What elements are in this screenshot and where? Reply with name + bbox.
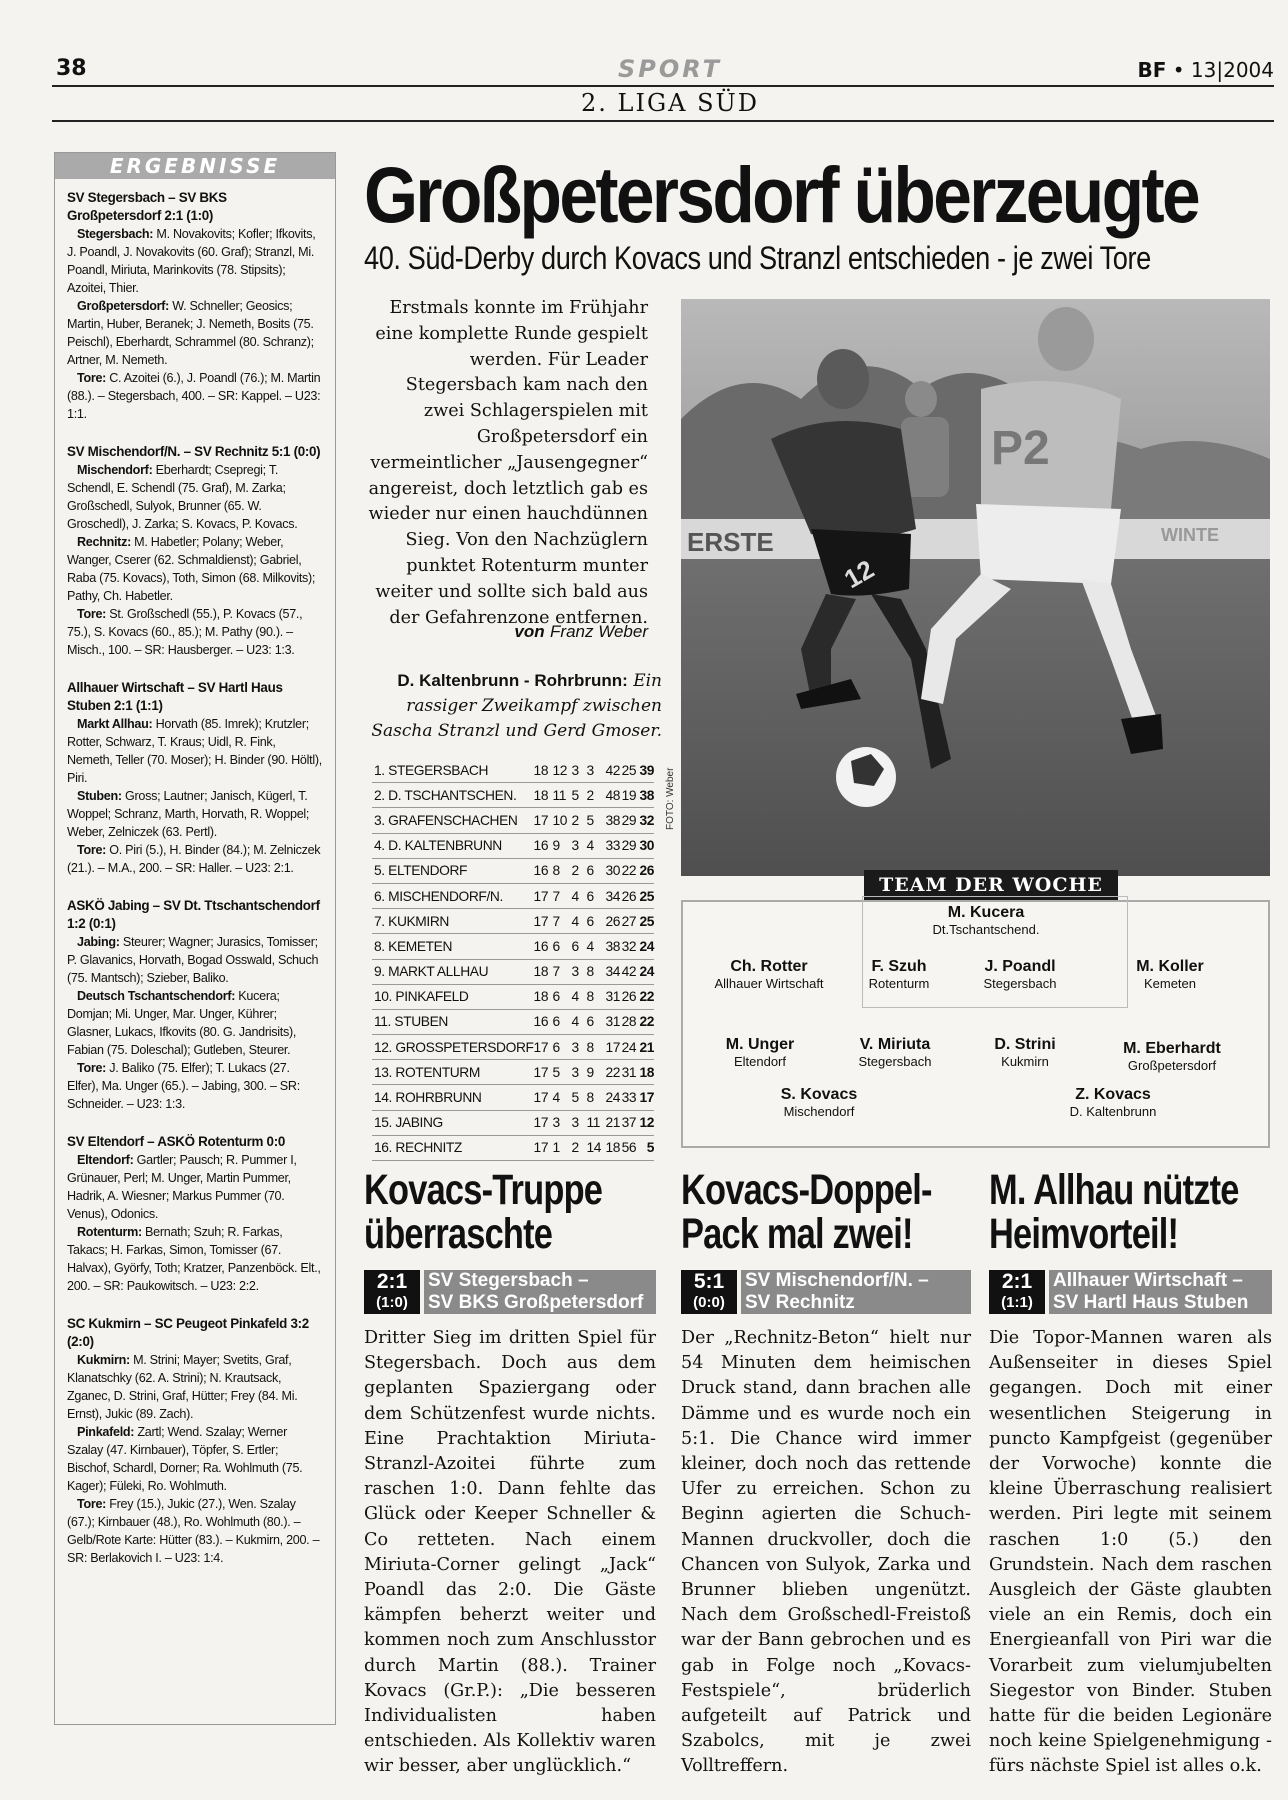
lineup-label: Rechnitz: — [77, 535, 131, 549]
table-stat: 10 — [553, 808, 572, 833]
half-time-score: (1:1) — [1001, 1294, 1033, 1311]
jersey-p2: P2 — [991, 422, 1050, 475]
lineup-label: Großpetersdorf: — [77, 299, 170, 313]
table-stat: 4 — [571, 1009, 586, 1034]
table-stat: 18 — [534, 783, 553, 808]
result-lineup: Stegersbach: M. Novakovits; Kofler; Ifkovits, J. Poandl, J. Novakovits (60. Graf); Stranzl, Mi. Poandl, Miriuta, Marinkovits (78. Stipsits); Azoitei, Thier. — [67, 227, 316, 295]
table-stat: 29 — [622, 808, 638, 833]
table-stat: 8 — [587, 1085, 606, 1110]
player-club: Großpetersdorf — [1127, 1058, 1217, 1073]
table-stat: 6 — [571, 934, 586, 959]
table-points: 12 — [638, 1110, 654, 1135]
section-title: SPORT — [617, 55, 723, 83]
table-team: 3. GRAFENSCHACHEN — [372, 808, 534, 833]
table-points: 22 — [638, 984, 654, 1009]
table-stat: 3 — [571, 758, 586, 783]
lineup-label: Tore: — [77, 1061, 107, 1075]
player-club: Kukmirn — [1001, 1054, 1049, 1069]
table-stat: 4 — [587, 833, 606, 858]
player-club: Eltendorf — [733, 1054, 787, 1069]
result-lineup: Pinkafeld: Zartl; Wend. Szalay; Werner Szalay (47. Kirnbauer), Töpfer, S. Ertler; Bischof, Schardl, Dorner; Ra. Wohlmuth (75. Kager); Füleki, Ro. Wohlmuth. — [67, 1425, 303, 1493]
intro-text: Erstmals konnte im Frühjahr eine komplette Runde gespielt werden. Für Leader Stegersbach kam nach den zwei Schlagerspielen mit Großpetersdorf ein vermeintlicher „Jausengegner“ angereist, doch letztlich gab es wieder nur einen hauchdünnen Sieg. Von den Nachzüglern punktet Rotenturm munter weiter und sollte sich bald aus der Gefahrenzone entfernen. — [368, 298, 648, 628]
article-title-line: Kovacs-Truppe — [364, 1166, 603, 1214]
issue-label: BF • 13|2004 — [1137, 58, 1274, 82]
table-stat: 3 — [571, 833, 586, 858]
team-player — [1092, 1040, 1252, 1073]
table-row — [372, 783, 654, 808]
table-stat: 17 — [534, 1035, 553, 1060]
table-row — [372, 959, 654, 984]
player-name: Ch. Rotter — [730, 958, 808, 975]
table-points: 25 — [638, 883, 654, 908]
photo-credit: FOTO: Weber — [665, 767, 676, 830]
player-club: Stegersbach — [983, 976, 1057, 991]
header-rule — [52, 85, 1274, 87]
table-stat: 3 — [571, 1035, 586, 1060]
table-row — [372, 1035, 654, 1060]
table-stat: 32 — [622, 934, 638, 959]
result-lineup: Tore: C. Azoitei (6.), J. Poandl (76.); M. Martin (88.). – Stegersbach, 400. – SR: Kappel. – U23: 1:1. — [67, 371, 321, 421]
final-score: 5:1 — [693, 1270, 725, 1293]
table-stat: 42 — [622, 959, 638, 984]
player-name: J. Poandl — [984, 958, 1056, 975]
table-stat: 56 — [622, 1135, 638, 1160]
table-stat: 30 — [605, 858, 621, 883]
table-points: 38 — [638, 783, 654, 808]
table-team: 12. GROSSPETERSDORF — [372, 1035, 534, 1060]
lineup-label: Kukmirn: — [77, 1353, 130, 1367]
table-stat: 19 — [622, 783, 638, 808]
lineup-label: Tore: — [77, 1497, 107, 1511]
score-teams — [741, 1270, 971, 1314]
table-row — [372, 1110, 654, 1135]
table-stat: 5 — [571, 1085, 586, 1110]
half-time-score: (1:0) — [376, 1294, 408, 1311]
player-club: Kemeten — [1143, 976, 1197, 991]
table-stat: 2 — [571, 858, 586, 883]
results-heading: ERGEBNISSE — [55, 153, 335, 179]
banner-winte: WINTE — [1161, 525, 1219, 545]
table-team: 14. ROHRBRUNN — [372, 1085, 534, 1110]
table-row — [372, 1009, 654, 1034]
result-lineup: Jabing: Steurer; Wagner; Jurasics, Tomisser; P. Glavanics, Horvath, Bogad Osswald, Schuch (75. Mantsch); Szieber, Baliko. — [67, 935, 319, 985]
table-row — [372, 858, 654, 883]
league-title: 2. LIGA SÜD — [581, 89, 759, 117]
photo-illustration — [681, 299, 1270, 876]
table-stat: 17 — [534, 1085, 553, 1110]
team-player — [690, 1036, 830, 1069]
result-title: SV Eltendorf – ASKÖ Rotenturm 0:0 — [67, 1134, 286, 1149]
table-stat: 9 — [587, 1060, 606, 1085]
table-row — [372, 909, 654, 934]
article-title — [681, 1168, 932, 1256]
table-stat: 7 — [553, 959, 572, 984]
table-row — [372, 984, 654, 1009]
result-entry — [67, 897, 323, 1113]
table-points: 39 — [638, 758, 654, 783]
table-team: 6. MISCHENDORF/N. — [372, 883, 534, 908]
result-lineup: Kukmirn: M. Strini; Mayer; Svetits, Graf, Klanatschky (62. A. Strini); N. Krautsack, Zganec, D. Strini, Graf, Hütter; Frey (84. Mi. Ernst), Jukic (89. Zach). — [67, 1353, 298, 1421]
table-stat: 2 — [587, 783, 606, 808]
article-title-line: Heimvorteil! — [989, 1210, 1179, 1258]
table-stat: 5 — [553, 1060, 572, 1085]
table-stat: 18 — [534, 959, 553, 984]
score-teams — [424, 1270, 656, 1314]
result-entry — [67, 189, 323, 423]
table-team: 13. ROTENTURM — [372, 1060, 534, 1085]
article-title — [364, 1168, 602, 1256]
subheadline: 40. Süd-Derby durch Kovacs und Stranzl entschieden - je zwei Tore — [364, 240, 1151, 276]
team-player — [1095, 958, 1245, 991]
player-club: D. Kaltenbrunn — [1069, 1104, 1157, 1119]
table-stat: 6 — [553, 1035, 572, 1060]
table-stat: 2 — [571, 1135, 586, 1160]
table-stat: 21 — [605, 1110, 621, 1135]
table-stat: 31 — [622, 1060, 638, 1085]
table-stat: 8 — [587, 959, 606, 984]
table-stat: 6 — [587, 883, 606, 908]
result-lineup: Tore: O. Piri (5.), H. Binder (84.); M. Zelniczek (21.). – M.A., 200. – SR: Haller. – U23: 2:1. — [67, 843, 321, 875]
table-stat: 27 — [622, 909, 638, 934]
photo-caption — [364, 668, 662, 744]
article-title — [989, 1168, 1239, 1256]
lineup-label: Deutsch Tschantschendorf: — [77, 989, 236, 1003]
result-lineup: Tore: Frey (15.), Jukic (27.), Wen. Szalay (67.); Kirnbauer (48.), Ro. Wohlmuth (80.). – Gelb/Rote Karte: Hütter (83.). – Kukmirn, 200. – SR: Berlakovich I. – U23: 1:4. — [67, 1497, 320, 1565]
player-name: M. Eberhardt — [1123, 1040, 1221, 1057]
table-stat: 6 — [587, 909, 606, 934]
player-name: F. Szuh — [871, 958, 927, 975]
table-row — [372, 934, 654, 959]
home-team: Allhauer Wirtschaft – — [1053, 1270, 1243, 1291]
score-teams — [1049, 1270, 1272, 1314]
table-stat: 6 — [553, 1009, 572, 1034]
result-title: Allhauer Wirtschaft – SV Hartl Haus Stuben 2:1 (1:1) — [67, 680, 283, 713]
table-stat: 3 — [553, 1110, 572, 1135]
table-stat: 3 — [571, 1060, 586, 1085]
table-stat: 16 — [534, 934, 553, 959]
table-points: 21 — [638, 1035, 654, 1060]
match-photo — [681, 299, 1270, 876]
page-number: 38 — [56, 56, 87, 81]
lineup-label: Stegersbach: — [77, 227, 154, 241]
result-lineup: Tore: J. Baliko (75. Elfer); T. Lukacs (27. Elfer), Ma. Unger (65.). – Jabing, 300. – SR: Schneider. – U23: 1:3. — [67, 1061, 300, 1111]
table-team: 8. KEMETEN — [372, 934, 534, 959]
table-stat: 1 — [553, 1135, 572, 1160]
player-name: V. Miriuta — [859, 1036, 931, 1053]
table-stat: 11 — [553, 783, 572, 808]
table-stat: 12 — [553, 758, 572, 783]
table-stat: 4 — [553, 1085, 572, 1110]
table-stat: 25 — [622, 758, 638, 783]
player-name: M. Koller — [1136, 958, 1204, 975]
table-row — [372, 758, 654, 783]
article-text: Die Topor-Mannen waren als Außenseiter in dieses Spiel gegangen. Doch mit einer wesentlichen Steigerung in puncto Kampfgeist (gegenüber der Vorwoche) konnte die kleine Überraschung realisiert werden. Piri legte mit seinem raschen 1:0 (5.) den Grundstein. Nach dem raschen Ausgleich der Gäste glaubten viele an ein Remis, doch ein Energieanfall von Piri war die Vorarbeit zum vielumjubelten Siegestor von Binder. Stuben hatte für die beiden Legionäre noch keine Spielgenehmigung - fürs nächste Spiel ist alles o.k. — [989, 1328, 1272, 1777]
lineup-label: Mischendorf: — [77, 463, 153, 477]
byline-author: Franz Weber — [550, 622, 648, 641]
result-entry — [67, 1315, 323, 1567]
table-stat: 31 — [605, 1009, 621, 1034]
table-stat: 6 — [587, 858, 606, 883]
caption-text: Ein rassiger Zweikampf zwischen Sascha Stranzl und Gerd Gmoser. — [371, 671, 662, 741]
table-team: 4. D. KALTENBRUNN — [372, 833, 534, 858]
table-team: 15. JABING — [372, 1110, 534, 1135]
results-list — [67, 189, 323, 1567]
lineup-label: Tore: — [77, 843, 107, 857]
lineup-label: Rotenturm: — [77, 1225, 142, 1239]
result-lineup: Eltendorf: Gartler; Pausch; R. Pummer I, Grünauer, Perl; M. Unger, Martin Pummer, Hadrik, A. Wiesner; Markus Pummer (70. Venus), Odonics. — [67, 1153, 297, 1221]
table-team: 1. STEGERSBACH — [372, 758, 534, 783]
table-stat: 17 — [534, 883, 553, 908]
result-lineup: Rechnitz: M. Habetler; Polany; Weber, Wanger, Cserer (62. Schmaldienst); Gabriel, Raba (75. Kovacs), Toth, Simon (68. Milkovits); Pathy, Ch. Habetler. — [67, 535, 316, 603]
away-team: SV Rechnitz — [745, 1292, 855, 1313]
table-stat: 5 — [571, 783, 586, 808]
lineup-label: Jabing: — [77, 935, 120, 949]
table-stat: 8 — [587, 984, 606, 1009]
player-name: Z. Kovacs — [1075, 1086, 1151, 1103]
magazine-name: BF — [1137, 58, 1167, 82]
table-stat: 31 — [605, 984, 621, 1009]
table-team: 11. STUBEN — [372, 1009, 534, 1034]
table-stat: 3 — [571, 1110, 586, 1135]
score-box — [681, 1270, 737, 1314]
final-score: 2:1 — [376, 1270, 408, 1293]
lineup-label: Tore: — [77, 607, 107, 621]
article-title-line: überraschte — [364, 1210, 553, 1258]
table-stat: 17 — [605, 1035, 621, 1060]
lineup-label: Eltendorf: — [77, 1153, 134, 1167]
table-stat: 3 — [587, 758, 606, 783]
result-lineup: Stuben: Gross; Lautner; Janisch, Kügerl, T. Woppel; Schranz, Marth, Horvath, R. Woppel; Weber, Zelniczek (63. Pertl). — [67, 789, 310, 839]
table-stat: 7 — [553, 883, 572, 908]
table-points: 22 — [638, 1009, 654, 1034]
table-stat: 17 — [534, 1060, 553, 1085]
table-stat: 18 — [534, 758, 553, 783]
table-stat: 48 — [605, 783, 621, 808]
lineup-label: Pinkafeld: — [77, 1425, 135, 1439]
byline — [364, 622, 648, 642]
result-lineup: Deutsch Tschantschendorf: Kucera; Domjan; Mi. Unger, Mar. Unger, Kührer; Glasner, Lukacs, Ifkovits (80. G. Jandrisits), Fabian (75. Doleschal); Gutleben, Steurer. — [67, 989, 297, 1057]
player-name: M. Kucera — [947, 904, 1025, 921]
table-points: 24 — [638, 934, 654, 959]
team-player — [911, 904, 1061, 937]
table-stat: 26 — [622, 883, 638, 908]
table-points: 30 — [638, 833, 654, 858]
table-stat: 16 — [534, 833, 553, 858]
table-points: 25 — [638, 909, 654, 934]
table-stat: 3 — [571, 959, 586, 984]
team-player — [1038, 1086, 1188, 1119]
team-player — [945, 958, 1095, 991]
table-stat: 26 — [622, 984, 638, 1009]
player-name: S. Kovacs — [780, 1086, 858, 1103]
article-title-line: Pack mal zwei! — [681, 1210, 913, 1258]
result-title: SV Mischendorf/N. – SV Rechnitz 5:1 (0:0) — [67, 444, 321, 459]
player-club: Allhauer Wirtschaft — [714, 976, 824, 991]
table-team: 10. PINKAFELD — [372, 984, 534, 1009]
article-title-line: M. Allhau nützte — [989, 1166, 1239, 1214]
result-lineup: Mischendorf: Eberhardt; Csepregi; T. Schendl, E. Schendl (75. Graf), M. Zarka; Großschedl, Sulyok, Brunner (65. W. Groschedl), J. Zarka; S. Kovacs, P. Kovacs. — [67, 463, 298, 531]
table-stat: 24 — [622, 1035, 638, 1060]
table-stat: 22 — [622, 858, 638, 883]
table-stat: 24 — [605, 1085, 621, 1110]
result-lineup: Großpetersdorf: W. Schneller; Geosics; Martin, Huber, Beranek; J. Nemeth, Bosits (75. Peischl), Eberhardt, Schrammel (80. Schranz); Artner, M. Nemeth. — [67, 299, 314, 367]
table-stat: 8 — [553, 858, 572, 883]
result-lineup: Rotenturm: Bernath; Szuh; R. Farkas, Takacs; H. Farkas, Simon, Tomisser (67. Halvax), Györfy, Toth; Kratzer, Panzenböck. Elt., 200. – SR: Paukowitsch. – U23: 2:2. — [67, 1225, 321, 1293]
table-stat: 38 — [605, 808, 621, 833]
table-stat: 4 — [571, 984, 586, 1009]
table-stat: 33 — [605, 833, 621, 858]
score-banner — [364, 1270, 656, 1314]
lineup-label: Markt Allhau: — [77, 717, 153, 731]
result-lineup: Markt Allhau: Horvath (85. Imrek); Krutzler; Rotter, Schwarz, T. Kraus; Uidl, R. Fink, Nemeth, Teller (70. Moser); H. Binder (90. Höltl), Piri. — [67, 717, 322, 785]
half-time-score: (0:0) — [693, 1294, 725, 1311]
table-stat: 33 — [622, 1085, 638, 1110]
caption-place: D. Kaltenbrunn - Rohrbrunn: — [397, 671, 628, 690]
article-text: Dritter Sieg im dritten Spiel für Stegersbach. Doch aus dem geplanten Spaziergang oder dem Schützenfest wurde nichts. Eine Prachtaktion Miriuta-Stranzl-Azoitei führte zum raschen 1:0. Dann fehlte das Glück oder Keeper Schneller & Co retteten. Nach einem Miriuta-Corner gelingt „Jack“ Poandl das 2:0. Die Gäste kämpfen beherzt weiter und kommen noch zum Anschlusstor durch Martin (88.). Trainer Kovacs (Gr.P.): „Die besseren Individualisten haben entschieden. Als Kollektiv waren wir besser, aber unglücklich.“ — [364, 1328, 656, 1777]
table-stat: 6 — [587, 1009, 606, 1034]
away-team: SV Hartl Haus Stuben — [1053, 1292, 1249, 1313]
table-stat: 16 — [534, 858, 553, 883]
table-stat: 4 — [571, 883, 586, 908]
table-points: 18 — [638, 1060, 654, 1085]
jersey-12: 12 — [839, 553, 880, 595]
player-name: D. Strini — [994, 1036, 1056, 1053]
table-stat: 4 — [587, 934, 606, 959]
header-rule-bottom — [52, 120, 1274, 122]
table-stat: 6 — [553, 934, 572, 959]
table-points: 32 — [638, 808, 654, 833]
team-player — [820, 1036, 970, 1069]
table-stat: 26 — [605, 909, 621, 934]
team-of-week-title: TEAM DER WOCHE — [864, 870, 1118, 900]
table-stat: 9 — [553, 833, 572, 858]
result-entry — [67, 443, 323, 659]
score-box — [364, 1270, 420, 1314]
score-box — [989, 1270, 1045, 1314]
table-stat: 5 — [587, 808, 606, 833]
table-row — [372, 1085, 654, 1110]
table-stat: 28 — [622, 1009, 638, 1034]
table-stat: 17 — [534, 1135, 553, 1160]
table-points: 26 — [638, 858, 654, 883]
table-points: 5 — [638, 1135, 654, 1160]
table-stat: 22 — [605, 1060, 621, 1085]
lineup-label: Stuben: — [77, 789, 122, 803]
article-text: Der „Rechnitz-Beton“ hielt nur 54 Minuten dem heimischen Druck stand, dann brachen alle Dämme und es wurde noch ein 5:1. Die Chance wird immer kleiner, doch noch das rettende Ufer zu erreichen. Schon zu Beginn agierten die Schuch-Mannen druckvoller, doch die Chancen von Sulyok, Zarka und Brunner blieben ungenützt. Nach dem Großschedl-Freistoß war der Bann gebrochen und es gab in Folge noch „Kovacs-Festspiele“, brüderlich aufgeteilt auf Patrick und Szabolcs, mit je zwei Volltreffern. — [681, 1328, 971, 1777]
score-banner — [681, 1270, 971, 1314]
table-team: 9. MARKT ALLHAU — [372, 959, 534, 984]
final-score: 2:1 — [1001, 1270, 1033, 1293]
table-stat: 34 — [605, 883, 621, 908]
result-entry — [67, 679, 323, 877]
headline: Großpetersdorf überzeugte — [364, 150, 1198, 239]
table-row — [372, 808, 654, 833]
player-club: Mischendorf — [783, 1104, 855, 1119]
lineup-label: Tore: — [77, 371, 107, 385]
table-stat: 18 — [605, 1135, 621, 1160]
table-row — [372, 1135, 654, 1160]
team-player — [744, 1086, 894, 1119]
player-club: Rotenturm — [868, 976, 930, 991]
table-points: 24 — [638, 959, 654, 984]
team-player — [694, 958, 844, 991]
result-title: SC Kukmirn – SC Peugeot Pinkafeld 3:2 (2:0) — [67, 1316, 309, 1349]
home-team: SV Mischendorf/N. – — [745, 1270, 929, 1291]
table-row — [372, 883, 654, 908]
player-club: Dt.Tschantschend. — [932, 922, 1040, 937]
team-player — [955, 1036, 1095, 1069]
table-stat: 29 — [622, 833, 638, 858]
table-stat: 17 — [534, 1110, 553, 1135]
league-table — [372, 758, 654, 1161]
table-stat: 17 — [534, 808, 553, 833]
table-row — [372, 833, 654, 858]
banner-erste: ERSTE — [687, 527, 774, 557]
table-stat: 8 — [587, 1035, 606, 1060]
player-name: M. Unger — [725, 1036, 795, 1053]
table-stat: 18 — [534, 984, 553, 1009]
table-stat: 14 — [587, 1135, 606, 1160]
result-title: SV Stegersbach – SV BKS Großpetersdorf 2:1 (1:0) — [67, 190, 227, 223]
away-team: SV BKS Großpetersdorf — [428, 1292, 644, 1313]
table-stat: 7 — [553, 909, 572, 934]
table-stat: 11 — [587, 1110, 606, 1135]
table-stat: 17 — [534, 909, 553, 934]
article-title-line: Kovacs-Doppel- — [681, 1166, 932, 1214]
table-stat: 34 — [605, 959, 621, 984]
table-team: 16. RECHNITZ — [372, 1135, 534, 1160]
table-stat: 2 — [571, 808, 586, 833]
table-team: 5. ELTENDORF — [372, 858, 534, 883]
table-row — [372, 1060, 654, 1085]
table-stat: 4 — [571, 909, 586, 934]
table-team: 7. KUKMIRN — [372, 909, 534, 934]
result-title: ASKÖ Jabing – SV Dt. Ttschantschendorf 1:2 (0:1) — [67, 898, 320, 931]
byline-von: von — [514, 622, 545, 641]
player-club: Stegersbach — [858, 1054, 932, 1069]
issue-number: 13|2004 — [1190, 58, 1274, 82]
table-points: 17 — [638, 1085, 654, 1110]
results-sidebar — [54, 152, 336, 1725]
result-lineup: Tore: St. Großschedl (55.), P. Kovacs (57., 75.), S. Kovacs (60., 85.); M. Pathy (90.). – Misch., 100. – SR: Hausberger. – U23: 1:3. — [67, 607, 303, 657]
score-banner — [989, 1270, 1272, 1314]
home-team: SV Stegersbach – — [428, 1270, 589, 1291]
table-stat: 37 — [622, 1110, 638, 1135]
table-stat: 38 — [605, 934, 621, 959]
table-stat: 6 — [553, 984, 572, 1009]
table-stat: 42 — [605, 758, 621, 783]
table-team: 2. D. TSCHANTSCHEN. — [372, 783, 534, 808]
result-entry — [67, 1133, 323, 1295]
table-stat: 16 — [534, 1009, 553, 1034]
